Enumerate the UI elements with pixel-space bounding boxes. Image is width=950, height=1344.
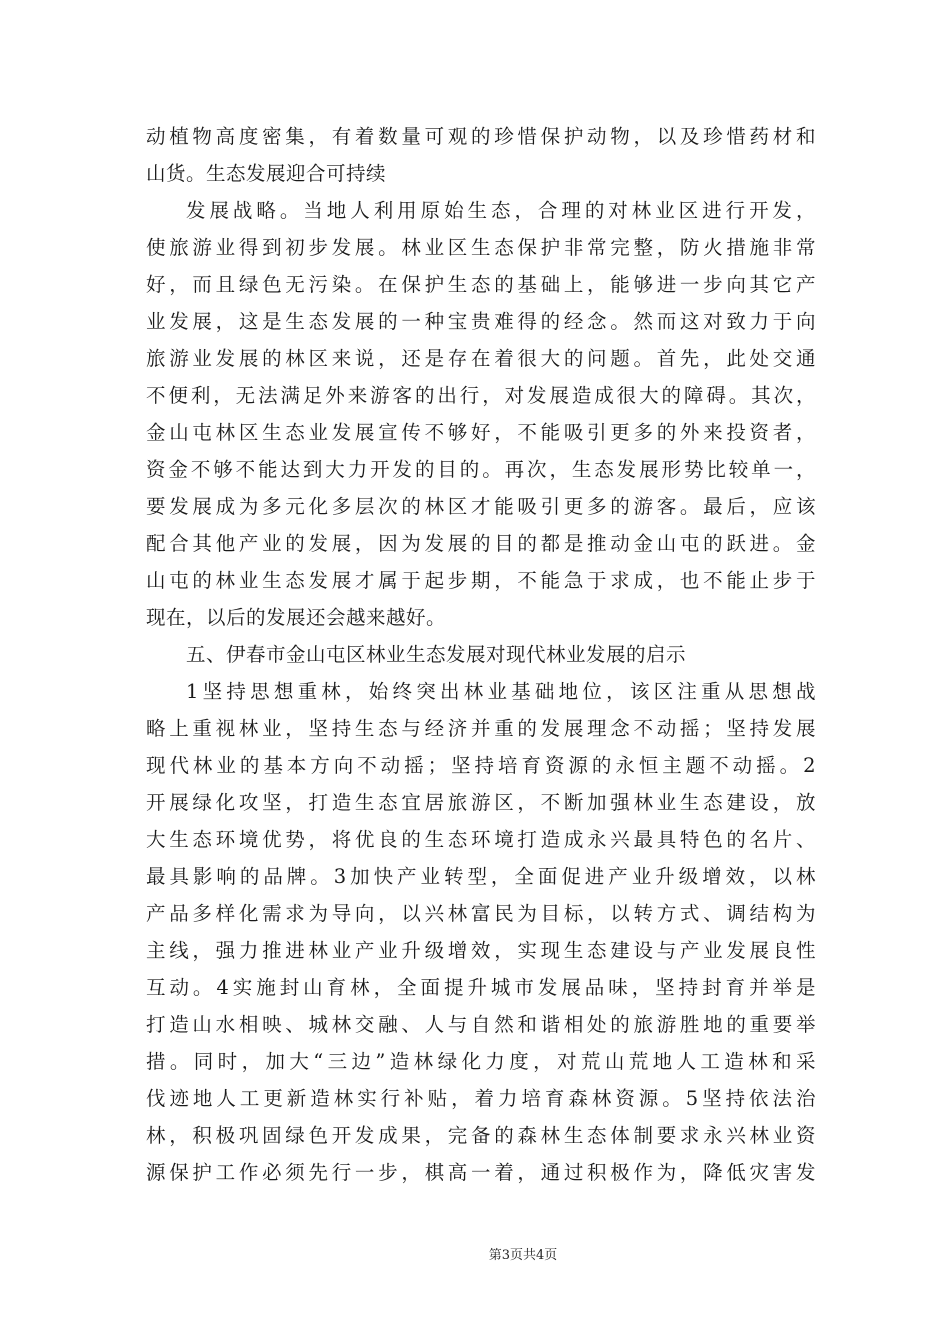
text-line: 最具影响的品牌。3加快产业转型，全面促进产业升级增效，以林 bbox=[146, 865, 816, 888]
text-line: 互动。4实施封山育林，全面提升城市发展品味，坚持封育并举是 bbox=[146, 976, 816, 999]
text-line: 伐迹地人工更新造林实行补贴，着力培育森林资源。5坚持依法治 bbox=[146, 1087, 816, 1110]
text-line: 现在，以后的发展还会越来越好。 bbox=[146, 606, 447, 629]
text-line: 大生态环境优势，将优良的生态环境打造成永兴最具特色的名片、 bbox=[146, 828, 816, 851]
text-line: 动植物高度密集，有着数量可观的珍惜保护动物，以及珍惜药材和 bbox=[146, 125, 816, 148]
text-line: 山货。生态发展迎合可持续 bbox=[146, 162, 387, 185]
text-line: 使旅游业得到初步发展。林业区生态保护非常完整，防火措施非常 bbox=[146, 236, 816, 259]
text-line: 要发展成为多元化多层次的林区才能吸引更多的游客。最后，应该 bbox=[146, 495, 816, 518]
page-footer bbox=[0, 1244, 950, 1263]
text-line: 山屯的林业生态发展才属于起步期，不能急于求成，也不能止步于 bbox=[146, 569, 816, 592]
text-line: 打造山水相映、城林交融、人与自然和谐相处的旅游胜地的重要举 bbox=[146, 1013, 816, 1036]
document-body bbox=[146, 118, 816, 1191]
text-line: 产品多样化需求为导向，以兴林富民为目标，以转方式、调结构为 bbox=[146, 902, 816, 925]
text-line: 措。同时，加大“三边”造林绿化力度，对荒山荒地人工造林和采 bbox=[146, 1050, 816, 1073]
text-line: 1坚持思想重林，始终突出林业基础地位，该区注重从思想战 bbox=[186, 680, 816, 703]
text-line: 源保护工作必须先行一步，棋高一着，通过积极作为，降低灾害发 bbox=[146, 1161, 816, 1184]
text-line: 现代林业的基本方向不动摇；坚持培育资源的永恒主题不动摇。2 bbox=[146, 754, 816, 777]
text-line: 好，而且绿色无污染。在保护生态的基础上，能够进一步向其它产 bbox=[146, 273, 816, 296]
text-line: 林，积极巩固绿色开发成果，完备的森林生态体制要求永兴林业资 bbox=[146, 1124, 816, 1147]
text-line: 略上重视林业，坚持生态与经济并重的发展理念不动摇；坚持发展 bbox=[146, 717, 816, 740]
text-line: 不便利，无法满足外来游客的出行，对发展造成很大的障碍。其次， bbox=[146, 384, 816, 407]
text-line: 配合其他产业的发展，因为发展的目的都是推动金山屯的跃进。金 bbox=[146, 532, 816, 555]
text-line: 旅游业发展的林区来说，还是存在着很大的问题。首先，此处交通 bbox=[146, 347, 816, 370]
text-line: 发展战略。当地人利用原始生态，合理的对林业区进行开发， bbox=[186, 199, 816, 222]
text-line: 业发展，这是生态发展的一种宝贵难得的经念。然而这对致力于向 bbox=[146, 310, 816, 333]
text-line: 金山屯林区生态业发展宣传不够好，不能吸引更多的外来投资者， bbox=[146, 421, 816, 444]
text-line: 开展绿化攻坚，打造生态宜居旅游区，不断加强林业生态建设，放 bbox=[146, 791, 816, 814]
page-number: 第3页共4页 bbox=[488, 1248, 558, 1263]
text-line: 资金不够不能达到大力开发的目的。再次，生态发展形势比较单一， bbox=[146, 458, 816, 481]
text-line: 五、伊春市金山屯区林业生态发展对现代林业发展的启示 bbox=[186, 643, 687, 666]
text-line: 主线，强力推进林业产业升级增效，实现生态建设与产业发展良性 bbox=[146, 939, 816, 962]
